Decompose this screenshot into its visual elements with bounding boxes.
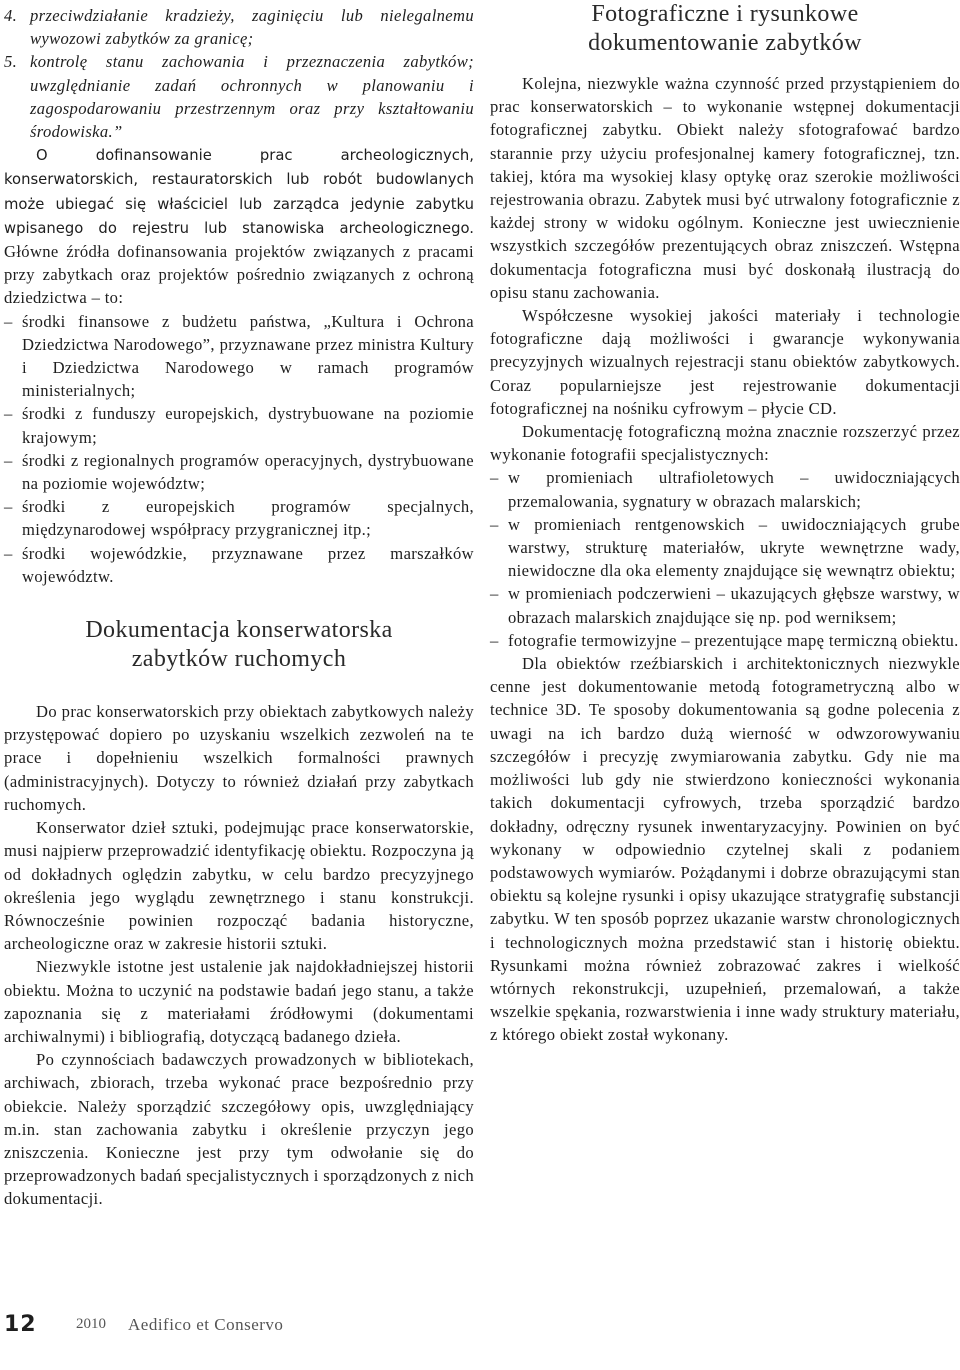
numbered-list (4, 4, 474, 143)
paragraph: Niezwykle istotne jest ustalenie jak najdokładniejszej historii obiektu. Można to uczynić na podstawie badań jego stanu, a także zapoznania się z materiałami źródłowymi (dokumentami archiwalnymi) i bibliografią, dotyczącą badanego dzieła. (4, 957, 474, 1046)
funding-sources-list (4, 310, 474, 588)
list-item: – środki z funduszy europejskich, dystrybuowane na poziomie krajowym; (4, 402, 474, 448)
heading-line: dokumentowanie zabytków (588, 30, 862, 56)
footer-year: 2010 (76, 1316, 106, 1332)
list-item: – w promieniach ultrafioletowych – uwidoczniających przemalowania, sygnatury w obrazach malarskich; (490, 466, 960, 512)
list-item: – fotografie termowizyjne – prezentujące mapę termiczną obiektu. (490, 629, 960, 652)
page-footer (0, 1312, 400, 1336)
paragraph: Dokumentację fotograficzną można znacznie rozszerzyć przez wykonanie fotografii specjalistycznych: (490, 422, 960, 465)
list-item: – w promieniach rentgenowskich – uwidoczniających grube warstwy, strukturę materiałów, ukryte wewnętrzne wady, niewidoczne dla oka elementy znajdujące się wewnątrz obiektu; (490, 513, 960, 583)
list-item: – środki z regionalnych programów operacyjnych, dystrybuowane na poziomie województw; (4, 449, 474, 495)
list-item: – środki z europejskich programów specjalnych, międzynarodowej współpracy przygranicznej itp.; (4, 495, 474, 541)
paragraph: Po czynnościach badawczych prowadzonych w bibliotekach, archiwach, zbiorach, trzeba wykonać prace bezpośrednio przy obiekcie. Należy sporządzić szczegółowy opis, uwzględniający m.in. stan zachowania zabytku i określenie przyczyn jego zniszczenia. Konieczne jest przy tym odwołanie się do przeprowadzonych badań specjalistycznych i sporządzonych z nich dokumentacji. (4, 1050, 474, 1209)
item-text: kontrolę stanu zachowania i przeznaczenia zabytków; uwzględnianie zadań ochronnych w planowaniu i zagospodarowaniu przestrzennym oraz przy kształtowaniu środowiska.” (30, 52, 474, 142)
paragraph: Konserwator dzieł sztuki, podejmując prace konserwatorskie, musi najpierw przeprowadzić identyfikację obiektu. Rozpoczyna ją od dokładnych oględzin zabytku, w celu bardzo precyzyjnego określenia jego wyglądu zewnętrznego i stanu konstrukcji. Równocześnie powinien rozpocząć badania historyczne, archeologiczne oraz w zakresie historii sztuki. (4, 818, 474, 954)
paragraph: Współczesne wysokiej jakości materiały i technologie fotograficzne dają możliwości i gwarancje wykonywania precyzyjnych wizualnych rejestracji stanu obiektów zabytkowych. Coraz popularniejsze jest rejestrowanie dokumentacji fotograficznej na nośniku cyfrowym – płycie CD. (490, 306, 960, 418)
numbered-item-4 (4, 4, 474, 50)
journal-name: Aedifico et Conservo (128, 1315, 284, 1334)
item-number: 5. (4, 52, 18, 72)
heading-line: Fotograficzne i rysunkowe (591, 1, 859, 27)
paragraph: Dla obiektów rzeźbiarskich i architektonicznych niezwykle cenne jest dokumentowanie metodą fotogrametryczną albo w technice 3D. Te sposoby dokumentowania są godne polecenia z uwagi na ich bardzo dużą wierność w odwzorowywaniu szczegółów i precyzję zwymiarowania zabytku. Gdy nie ma możliwości lub gdy nie stwierdzono konieczności wykonania takich dokumentacji cyfrowych, trzeba sporządzić bardzo dokładny, odręczny rysunek inwentaryzacyjny. Powinien on być wykonany w odpowiednio czytelnej skali z podaniem podstawowych wymiarów. Pożądanymi i dobrze obrazującymi stan obiektu są kolejne rysunki i opisy ukazujące stratygrafię substancji zabytku. W ten sposób poprzez ukazanie warstw chronologicznych i technologicznych można przedstawić stan i historię obiektu. Rysunkami można również zobrazować zakres i wielkość wtórnych rekonstrukcji, uzupełnień, przemalowań, a także wszelkie spękania, rozwarstwienia i inne wady struktury materiału, z którego obiekt został wykonany. (490, 654, 960, 1045)
section-heading-dokumentacja (4, 616, 474, 674)
paragraph: Kolejna, niezwykle ważna czynność przed przystąpieniem do prac konserwatorskich – to wykonanie wstępnej dokumentacji fotograficznej zabytku. Obiekt należy sfotografować bardzo starannie przy użyciu profesjonalnej kamery fotograficznej, tzn. takiej, która ma wysokiej klasy optykę oraz szerokie możliwości rejestrowania obrazu. Zabytek musi być utrwalony fotograficznie z każdej strony w widoku ogólnym. Konieczne jest uwiecznienie wszystkich szczegółów prezentujących obraz zniszczeń. Wstępna dokumentacja fotograficzna musi być doskonałą ilustracją do opisu stanu zachowania. (490, 74, 960, 302)
item-text: przeciwdziałanie kradzieży, zaginięciu lub nielegalnemu wywozowi zabytków za granicę; (30, 6, 474, 49)
list-item: – środki finansowe z budżetu państwa, „Kultura i Ochrona Dziedzictwa Narodowego”, przyznawane przez ministra Kultury i Dziedzictwa Narodowego w ramach programów ministerialnych; (4, 310, 474, 403)
paragraph: Do prac konserwatorskich przy obiektach zabytkowych należy przystępować dopiero po uzyskaniu wszelkich zezwoleń na te prace i dopełnieniu wszelkich formalności prawnych (administracyjnych). Dotyczy to również działań przy zabytkach ruchomych. (4, 702, 474, 814)
funding-paragraph-sans: O dofinansowanie prac archeologicznych, konserwatorskich, restauratorskich lub robót budowlanych może ubiegać się właściciel lub zarządca jedynie zabytku wpisanego do rejestru lub stanowiska archeologicznego. (4, 147, 474, 237)
funding-paragraph-serif: Główne źródła dofinansowania projektów związanych z pracami przy zabytkach oraz projektów pośrednio związanych z ochroną dziedzictwa – to: (4, 242, 474, 308)
funding-paragraph (4, 143, 474, 309)
right-column (490, 1, 960, 1047)
list-item: – środki wojewódzkie, przyznawane przez marszałków województw. (4, 542, 474, 588)
numbered-item-5 (4, 50, 474, 143)
page-number: 12 (4, 1312, 37, 1337)
left-column (4, 4, 474, 1211)
section-heading-fotograficzne (490, 0, 960, 58)
list-item: – w promieniach podczerwieni – ukazujących głębsze warstwy, w obrazach malarskich znajdujące się np. pod werniksem; (490, 582, 960, 628)
photo-types-list (490, 466, 960, 652)
item-number: 4. (4, 6, 18, 25)
heading-line: zabytków ruchomych (131, 646, 347, 673)
heading-line: Dokumentacja konserwatorska (85, 617, 393, 644)
